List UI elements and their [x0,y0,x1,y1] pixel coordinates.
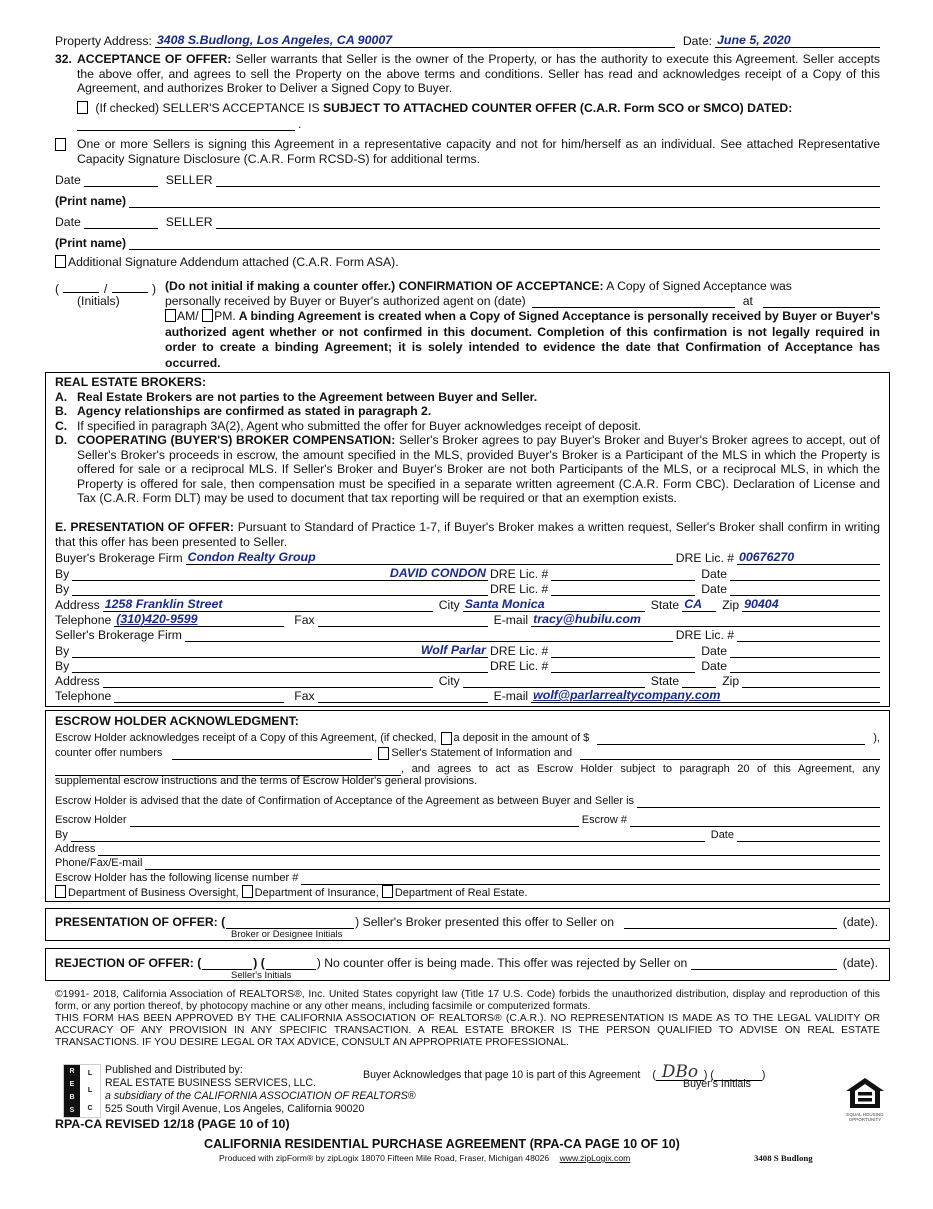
counter-offer-date-period: . [298,117,302,131]
presentation-initials-field[interactable] [226,915,354,929]
asa-checkbox[interactable] [55,255,66,268]
item-letter: A. [55,390,68,404]
logo-letter: B [69,1094,75,1101]
counter-offer-label: (If checked) SELLER'S ACCEPTANCE IS [95,101,320,115]
seller-by1-date-field[interactable] [730,644,880,658]
escrow-address-row [55,841,880,856]
seller2-print-row [55,235,880,250]
item-text: If specified in paragraph 3A(2), Agent who submitted the offer for Buyer acknowledges receipt of deposit. [77,419,642,433]
received-date-field[interactable] [532,294,735,308]
dept-insurance-checkbox[interactable] [242,885,253,898]
escrow-agrees-text: , and agrees to act as Escrow Holder subject to paragraph 20 of this Agreement, any [401,763,880,775]
escrow-num-field[interactable] [630,813,880,827]
seller-by1-dre-field[interactable] [551,644,695,658]
form-title: CALIFORNIA RESIDENTIAL PURCHASE AGREEMENT (RPA-CA PAGE 10 OF 10) [204,1137,680,1151]
confirmation-line2 [165,294,880,308]
broker-item-b [55,404,431,418]
item-bold: Real Estate Brokers are not parties to the Agreement between Buyer and Seller. [77,390,538,404]
address-label: Address [55,598,100,612]
buyer-telephone-row [55,612,880,627]
item-text: Seller's Broker agrees to pay Buyer's Broker and Buyer's Broker agrees to accept, out of Seller's Broker's proceeds in escrow, the amount specified in the MLS, provided Buyer's Broker is a Participant of the MLS in which the Property is offered for sale or a reciprocal MLS. If Seller's Broker and Buyer's Broker are not both Participants of the MLS, or a reciprocal MLS, in which the Property is offered for sale, then compensation must be specified in a separate written agreement (C.A.R. Form CBC). Declaration of License and Tax (C.A.R. Form DLT) may be used to document that tax reporting will be required or that an exemption exists. [77,433,881,506]
zip-label: Zip [722,598,740,612]
buyer-address-field[interactable] [103,598,433,612]
escrow-by-row [55,827,880,842]
rejection-date-suffix: (date). [842,956,878,970]
fax-label: Fax [294,613,315,627]
escrow-holder-field[interactable] [130,813,579,827]
ziplogix-link[interactable]: www.zipLogix.com [559,1153,631,1163]
seller-statement-label: Seller's Statement of Information and [391,747,573,759]
disclaimer-text: THIS FORM HAS BEEN APPROVED BY THE CALIFORNIA ASSOCIATION OF REALTORS® (C.A.R.). NO REPRESENTATION IS MADE AS TO THE LEGAL VALIDITY OR ACCURACY OF ANY PROVISION IN ANY SPECIFIC TRANSACTION. A REAL ESTATE BROKER IS THE PERSON QUALIFIED TO ADVISE ON REAL ESTATE TRANSACTIONS. IF YOU DESIRE LEGAL OR TAX ADVICE, CONSULT AN APPROPRIATE PROFESSIONAL. [55,1013,880,1049]
seller-firm-dre-field[interactable] [737,628,880,642]
seller-firm-label: Seller's Brokerage Firm [55,628,182,642]
buyer-firm-value: Condon Realty Group [187,550,316,564]
eho-label: EQUAL HOUSING OPPORTUNITY [846,1112,884,1122]
presentation-date-suffix: (date). [842,915,878,929]
seller1-label: SELLER [165,173,213,187]
buyer-email-field[interactable] [531,613,880,627]
logo-letter: L [87,1070,93,1078]
seller-email-field[interactable] [531,689,880,703]
escrow-line3 [55,761,880,776]
publisher-address: 525 South Virgil Avenue, Los Angeles, California 90020 [105,1103,365,1115]
property-address-row [55,33,880,48]
buyer-ack-text: Buyer Acknowledges that page 10 is part of this Agreement [363,1069,641,1081]
buyer-firm-dre-value: 00676270 [739,550,795,564]
seller-by1-field[interactable] [72,644,488,658]
publisher-subsidiary: a subsidiary of the CALIFORNIA ASSOCIATION OF REALTORS® [105,1090,416,1102]
broker-item-d [77,433,880,506]
deposit-close: ), [873,732,880,744]
item-bold: Agency relationships are confirmed as stated in paragraph 2. [77,404,432,418]
buyer-firm-label: Buyer's Brokerage Firm [55,551,183,565]
date-label: Date [701,582,727,596]
seller-address-row [55,673,880,688]
buyer-initials-1-field[interactable]: DBo [656,1064,704,1081]
am-label: AM/ [177,309,199,323]
published-by: Published and Distributed by: [105,1064,243,1076]
deposit-label: a deposit in the amount of $ [453,732,590,744]
escrow-license-row [55,870,880,885]
header-date-field[interactable] [715,34,880,48]
presentation-date-field[interactable] [624,915,837,929]
logo-letter: L [87,1087,93,1095]
by-label: By [55,659,70,673]
city-label: City [438,674,460,688]
rejection-initials-2[interactable] [266,956,316,970]
item-letter: B. [55,404,68,418]
buyer-initials-mid: ) ( [703,1069,714,1081]
broker-item-a [55,390,537,404]
pm-checkbox[interactable] [202,309,213,322]
equal-housing-icon [843,1077,887,1122]
dept-realestate-label: Department of Real Estate. [394,887,528,899]
seller1-date-field[interactable] [84,173,158,187]
escrow-holder-row [55,812,880,827]
seller2-date-label: Date [55,215,81,229]
seller-fax-field[interactable] [318,689,488,703]
broker-item-d-letter: D. [55,433,68,447]
seller1-print-row [55,193,880,208]
seller2-date-field[interactable] [84,215,158,229]
seller-by2-field[interactable] [72,659,488,673]
by-label: By [55,567,70,581]
initials-sep: / [103,282,108,296]
escrow-num-label: Escrow # [581,814,627,826]
seller-by1-row [55,643,880,658]
broker-item-e [55,520,880,549]
confirm-initials-1[interactable] [63,279,99,293]
buyer-initials-label: Buyer's Initials [683,1078,751,1090]
escrow-additional-field[interactable] [55,762,401,776]
escrow-date-field[interactable] [737,828,880,842]
escrow-by-label: By [55,829,68,841]
confirmation-date-label: Escrow Holder is advised that the date of Confirmation of Acceptance of the Agreement as between Buyer and Seller is [55,795,635,807]
doc-name: 3408 S Budlong [754,1153,813,1163]
telephone-label: Telephone [55,613,112,627]
seller2-print-field[interactable] [129,236,880,250]
dept-insurance-label: Department of Insurance, [254,887,379,899]
seller1-print-field[interactable] [129,194,880,208]
escrow-license-field[interactable] [301,871,880,885]
fax-label: Fax [294,689,315,703]
seller-by2-dre-field[interactable] [551,659,695,673]
escrow-license-label: Escrow Holder has the following license number # [55,872,299,884]
rebs-logo [63,1064,101,1118]
counter-offer-checkbox[interactable] [77,101,88,114]
copyright-text: ©1991- 2018, California Association of REALTORS®, Inc. United States copyright law (Title 17 U.S. Code) forbids the unauthorized distribution, display and reproduction of this form, or any portion thereof, by photocopy machine or any other means, including facsimile or computerized formats. [55,989,880,1013]
seller-by2-date-field[interactable] [730,659,880,673]
email-label: E-mail [493,613,529,627]
seller2-row [55,214,880,229]
buyer-address-value: 1258 Franklin Street [104,597,223,611]
item-letter: C. [55,419,68,433]
property-address-value: 3408 S.Budlong, Los Angeles, CA 90007 [156,33,393,47]
asa-label: Additional Signature Addendum attached (C.A.R. Form ASA). [68,255,399,269]
confirmation-title: (Do not initial if making a counter offer.) CONFIRMATION OF ACCEPTANCE: [165,279,604,293]
counter-numbers-label: counter offer numbers [55,747,163,759]
seller-telephone-row [55,688,880,703]
zip-label: Zip [722,674,740,688]
item-text: Pursuant to Standard of Practice 1-7, if Buyer's Broker makes a written request, Seller's Broker shall confirm in writing that this offer has been presented to Seller. [55,520,880,549]
acceptance-text: Seller warrants that Seller is the owner of the Property, or has the authority to execute this Agreement. Seller accepts the above offer, and agrees to sell the Property on the above terms and conditions. Seller has read and acknowledges receipt of a Copy of this Agreement, and authorizes Broker to Deliver a Signed Copy to Buyer. [77,52,881,95]
dre-label: DRE Lic. # [490,582,549,596]
counter-offer-bold: SUBJECT TO ATTACHED COUNTER OFFER (C.A.R. Form SCO or SMCO) DATED: [323,101,793,115]
city-label: City [438,598,460,612]
binding-paragraph [165,309,880,371]
seller-city-field[interactable] [463,674,645,688]
seller-firm-dre-label: DRE Lic. # [675,628,734,642]
presentation-row [55,914,878,929]
initials-label: (Initials) [77,294,120,308]
escrow-address-field[interactable] [98,842,880,856]
buyer-fax-field[interactable] [318,613,488,627]
escrow-address-label: Address [55,843,96,855]
by-label: By [55,582,70,596]
confirmation-lead: A Copy of Signed Acceptance was [606,279,792,293]
buyer-telephone-value: (310)420-9599 [116,612,198,626]
buyer-by1-field[interactable] [72,567,488,581]
escrow-line1 [55,730,880,745]
representative-checkbox[interactable] [55,138,70,152]
seller-state-field[interactable] [682,674,716,688]
state-label: State [650,674,680,688]
item-bold: COOPERATING (BUYER'S) BROKER COMPENSATION: [77,433,396,447]
telephone-label: Telephone [55,689,112,703]
broker-item-c [55,419,641,433]
seller2-signature-field[interactable] [216,215,881,229]
buyer-city-value: Santa Monica [464,597,545,611]
seller2-print-label: (Print name) [55,236,127,250]
counter-offer-date-field[interactable] [77,117,295,131]
deposit-checkbox[interactable] [441,732,452,745]
house-icon [844,1077,886,1109]
seller1-print-label: (Print name) [55,194,127,208]
buyer-telephone-field[interactable] [114,613,284,627]
date-label: Date: [682,34,712,48]
escrow-line4: supplemental escrow instructions and the terms of Escrow Holder's general provisions. [55,775,478,787]
at-label: at [742,294,753,308]
buyer-by1-row [55,566,880,581]
address-label: Address [55,674,100,688]
logo-letter: E [69,1081,75,1088]
dre-label: DRE Lic. # [490,567,549,581]
seller-statement-checkbox[interactable] [378,747,389,760]
buyer-zip-value: 90404 [744,597,779,611]
presentation-initials-label: Broker or Designee Initials [231,929,343,940]
property-address-label: Property Address: [55,34,152,48]
buyer-firm-dre-label: DRE Lic. # [675,551,734,565]
email-label: E-mail [493,689,529,703]
seller-by2-row [55,658,880,673]
buyer-address-row [55,597,880,612]
pm-label: PM. [214,309,236,323]
date-label: Date [701,644,727,658]
escrow-ack-text: Escrow Holder acknowledges receipt of a Copy of this Agreement, (if checked, [55,732,437,744]
seller2-label: SELLER [165,215,213,229]
seller-by1-value: Wolf Parlar [420,643,486,657]
buyer-initials-close: ) [761,1069,766,1081]
buyer-zip-field[interactable] [742,598,880,612]
received-label: personally received by Buyer or Buyer's authorized agent on (date) [165,294,526,308]
item-letter: E. [55,520,67,534]
buyer-by2-row [55,581,880,596]
buyer-firm-field[interactable] [186,551,673,565]
presentation-text: ) Seller's Broker presented this offer to Seller on [355,915,615,929]
buyer-by2-field[interactable] [72,582,488,596]
brokers-title: REAL ESTATE BROKERS: [55,375,206,389]
am-checkbox[interactable] [165,309,176,322]
produced-line [219,1153,630,1163]
dept-business-label: Department of Business Oversight, [68,887,239,899]
escrow-date-label: Date [710,829,734,841]
revision-label: RPA-CA REVISED 12/18 (PAGE 10 of 10) [55,1117,290,1131]
property-address-field[interactable] [155,34,675,48]
confirmation-line1 [165,279,880,293]
seller-telephone-field[interactable] [114,689,284,703]
publisher-company: REAL ESTATE BUSINESS SERVICES, LLC. [105,1077,316,1089]
representative-text: One or more Sellers is signing this Agreement in a representative capacity and not for him/herself as an individual. See attached Representative Capacity Signature Disclosure (C.A.R. Form RCSD-S) for additional terms. [77,137,880,166]
date-label: Date [701,567,727,581]
paren-close: ) [152,282,157,296]
item-bold: PRESENTATION OF OFFER: [70,520,234,534]
produced-text: Produced with zipForm® by zipLogix 18070 Fifteen Mile Road, Fraser, Michigan 48026 [219,1153,550,1163]
escrow-line5 [55,793,880,808]
rebs-logo-right [80,1065,100,1117]
dept-business-checkbox[interactable] [55,885,66,898]
escrow-holder-label: Escrow Holder [55,814,127,826]
seller-statement-field[interactable] [580,746,880,760]
logo-letter: R [69,1068,75,1075]
acceptance-number: 32. [55,52,72,66]
acceptance-paragraph [77,52,880,96]
escrow-title: ESCROW HOLDER ACKNOWLEDGMENT: [55,714,299,728]
counter-offer-row [77,101,880,115]
rejection-text: ) No counter offer is being made. This offer was rejected by Seller on [316,956,688,970]
buyer-by1-date-field[interactable] [730,567,880,581]
received-time-field[interactable] [763,294,880,308]
escrow-phone-field[interactable] [145,856,880,870]
seller-firm-row [55,627,880,642]
counter-numbers-field[interactable] [172,746,372,760]
logo-letter: C [87,1104,93,1112]
rejection-mid: ) ( [253,956,265,970]
seller1-signature-field[interactable] [216,173,881,187]
by-label: By [55,644,70,658]
escrow-phone-label: Phone/Fax/E-mail [55,857,143,869]
rejection-row [55,955,878,970]
escrow-line2 [55,745,880,760]
escrow-dept-row [55,885,528,899]
presentation-title: PRESENTATION OF OFFER: ( [55,915,226,929]
escrow-by-field[interactable] [71,828,705,842]
buyer-state-value: CA [684,597,703,611]
buyer-firm-row [55,550,880,565]
asa-row [55,255,399,269]
date-label: Date [701,659,727,673]
seller-firm-field[interactable] [185,628,673,642]
buyer-city-field[interactable] [463,598,645,612]
buyer-initials-open: ( [652,1069,656,1081]
buyer-email-value: tracy@hubilu.com [533,612,641,626]
seller1-row [55,172,880,187]
seller-address-field[interactable] [103,674,433,688]
acceptance-title: ACCEPTANCE OF OFFER: [77,52,232,66]
seller-zip-field[interactable] [742,674,880,688]
buyer-by1-dre-field[interactable] [551,567,695,581]
seller1-date-label: Date [55,173,81,187]
rebs-logo-left [64,1065,80,1117]
logo-letter: S [69,1107,75,1114]
rejection-title: REJECTION OF OFFER: ( [55,956,202,970]
binding-text: A binding Agreement is created when a Copy of Signed Acceptance is personally received by Buyer or Buyer's authorized agent whether or not confirmed in this document. Completion of this confirmation is not legally required in order to create a binding Agreement; it is solely intended to evidence the date that Confirmation of Acceptance has occurred. [165,309,881,370]
header-date-value: June 5, 2020 [717,33,791,47]
state-label: State [650,598,680,612]
buyer-by2-date-field[interactable] [730,582,880,596]
rejection-initials-1[interactable] [202,956,252,970]
escrow-phone-row [55,855,880,870]
rejection-date-field[interactable] [691,956,836,970]
buyer-by1-value: DAVID CONDON [389,566,486,580]
buyer-firm-dre-field[interactable] [737,551,880,565]
buyer-state-field[interactable] [682,598,716,612]
seller-email-value: wolf@parlarrealtycompany.com [533,688,721,702]
confirmation-date-field[interactable] [637,794,880,808]
paren-open: ( [55,282,60,296]
rejection-initials-label: Seller's Initials [231,970,292,981]
deposit-amount-field[interactable] [597,731,865,745]
dept-realestate-checkbox[interactable] [382,885,393,898]
dre-label: DRE Lic. # [490,659,549,673]
buyer-by2-dre-field[interactable] [551,582,695,596]
confirm-initials-2[interactable] [112,279,148,293]
dre-label: DRE Lic. # [490,644,549,658]
